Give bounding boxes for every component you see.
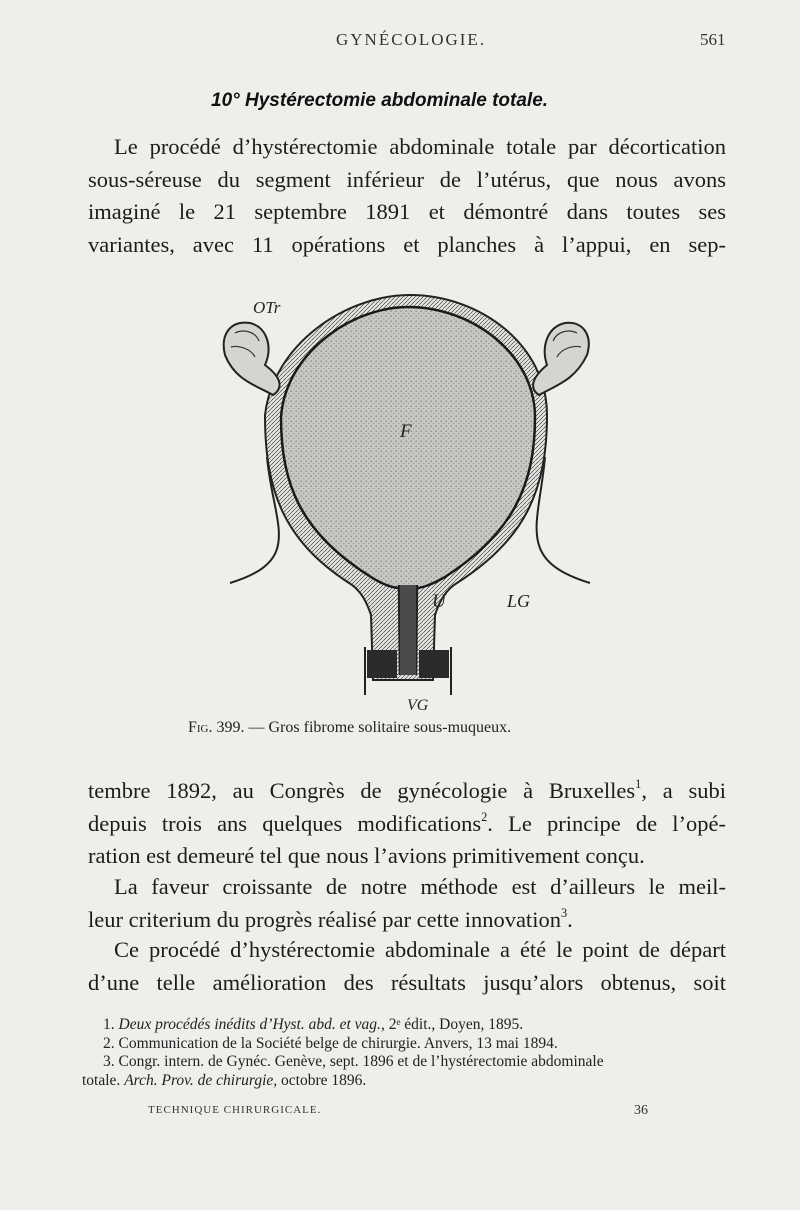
paragraph-line: Ce procédé d’hystérectomie abdominale a été le point de départ bbox=[114, 937, 726, 962]
paragraph-1 bbox=[88, 131, 726, 261]
footnote-3-continued: totale. Arch. Prov. de chirurgie, octobre 1896. bbox=[82, 1071, 367, 1089]
figure-caption-text: — Gros fibrome solitaire sous-muqueux. bbox=[248, 719, 512, 736]
paragraph-3 bbox=[88, 871, 726, 936]
label-vagina: VG bbox=[407, 697, 429, 714]
running-head: GYNÉCOLOGIE. bbox=[336, 30, 487, 49]
footnote-2: 2. Communication de la Société belge de chirurgie. Anvers, 13 mai 1894. bbox=[103, 1034, 558, 1052]
paragraph-line: Le procédé d’hystérectomie abdominale totale par décortication bbox=[114, 134, 726, 159]
paragraph-line: d’une telle amélioration des résultats jusqu’alors obtenus, soit bbox=[88, 969, 726, 995]
label-uterus: U bbox=[432, 591, 446, 612]
label-fibroid: F bbox=[400, 421, 412, 442]
footnote-1: 1. Deux procédés inédits d’Hyst. abd. et vag., 2ᵉ édit., Doyen, 1895. bbox=[103, 1016, 524, 1033]
printer-signature: TECHNIQUE CHIRURGICALE. bbox=[148, 1104, 322, 1116]
paragraph-line: tembre 1892, au Congrès de gynécologie à Bruxelles$^1$, a subi bbox=[88, 777, 726, 803]
sheet-number: 36 bbox=[634, 1103, 648, 1118]
paragraph-4 bbox=[88, 934, 726, 999]
paragraph-line: La faveur croissante de notre méthode est d’ailleurs le meil- bbox=[114, 874, 726, 899]
footnotes bbox=[82, 1016, 722, 1090]
paragraph-line: imaginé le 21 septembre 1891 et démontré dans toutes ses bbox=[88, 199, 726, 224]
page-number: 561 bbox=[700, 30, 726, 49]
paragraph-line: depuis trois ans quelques modifications$^2$. Le principe de l’opé- bbox=[88, 809, 726, 836]
footnote-3: 3. Congr. intern. de Gynéc. Genève, sept. 1896 et de l’hystérectomie abdominale bbox=[103, 1053, 604, 1070]
figure-caption bbox=[188, 719, 511, 737]
paragraph-line: variantes, avec 11 opérations et planches à l’appui, en sep- bbox=[88, 231, 726, 257]
section-title: 10° Hystérectomie abdominale totale. bbox=[211, 90, 549, 111]
label-broad-ligament: LG bbox=[507, 591, 531, 611]
fibroid-illustration bbox=[195, 285, 615, 715]
paragraph-line: sous-séreuse du segment inférieur de l’utérus, que nous avons bbox=[88, 166, 726, 192]
paragraph-line: leur criterium du progrès réalisé par cette innovation$^3$. bbox=[88, 905, 573, 932]
paragraph-2 bbox=[88, 775, 726, 873]
paragraph-line: ration est demeuré tel que nous l’avions primitivement conçu. bbox=[88, 843, 645, 868]
label-otr: OTr bbox=[253, 298, 281, 317]
figure-number: Fig. 399. bbox=[188, 719, 245, 736]
